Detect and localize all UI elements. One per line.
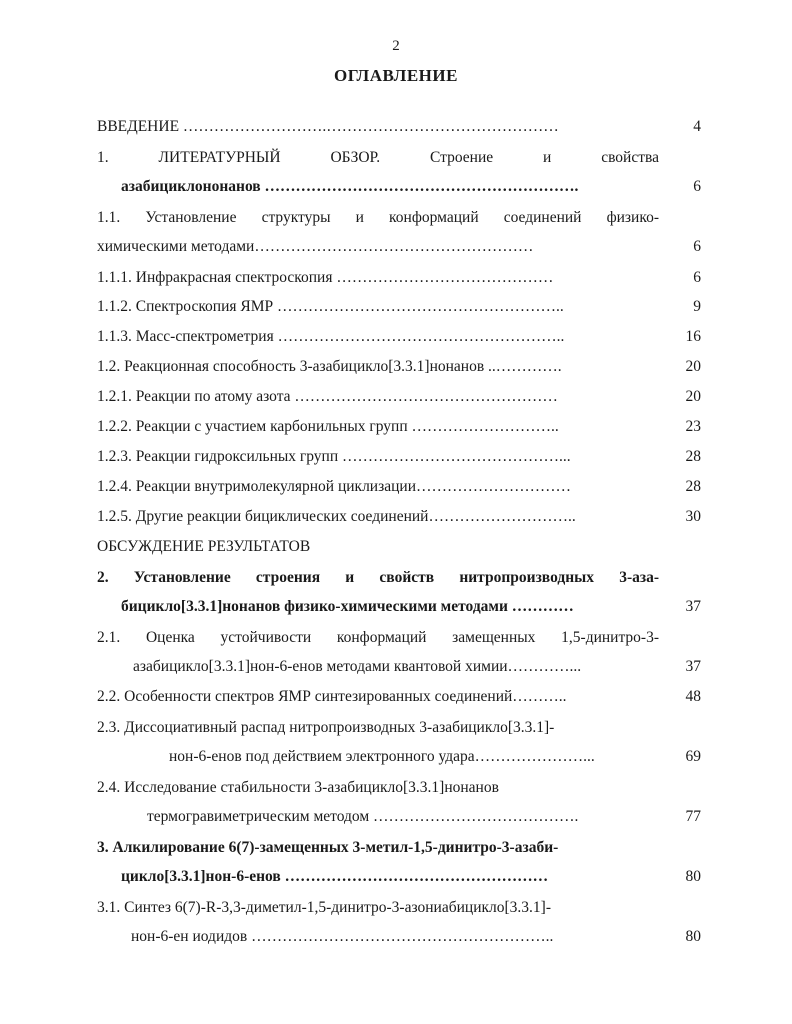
toc-entry-text-cont: термогравиметрическим методом …………………………………. bbox=[147, 808, 579, 825]
toc-entry-text: 2.4. Исследование стабильности 3-азабицикло[3.3.1]нонанов bbox=[97, 779, 499, 796]
toc-entry-text: 1.1.2. Спектроскопия ЯМР ……………………………………………….. bbox=[97, 298, 564, 315]
toc-entry-text-cont: нон-6-ен иодидов ………………………………………………….. bbox=[131, 928, 554, 945]
page-title: ОГЛАВЛЕНИЕ bbox=[334, 66, 458, 85]
toc-entry-text-cont: азабицикло[3.3.1]нон-6-енов методами квантовой химии…………... bbox=[133, 658, 582, 675]
toc-page-number: 20 bbox=[685, 388, 701, 405]
toc-entry-1-1-2[interactable] bbox=[97, 292, 659, 321]
toc-entry-chapter-1[interactable] bbox=[97, 143, 659, 201]
toc-entry-2-4[interactable] bbox=[97, 773, 659, 831]
toc-page-number: 4 bbox=[693, 118, 701, 135]
toc-entry-text: 2.1. Оценка устойчивости конформаций замещенных 1,5-динитро-3- bbox=[97, 629, 659, 646]
toc-entry-text: 1.1.1. Инфракрасная спектроскопия …………………………………… bbox=[97, 269, 554, 286]
toc-page-number: 6 bbox=[693, 269, 701, 286]
toc-page-number: 80 bbox=[685, 868, 701, 885]
toc-entry-1-2-3[interactable] bbox=[97, 442, 659, 471]
toc-entry-1-1-1[interactable] bbox=[97, 263, 659, 292]
toc-entry-text-cont: цикло[3.3.1]нон-6-енов …………………………………………… bbox=[121, 868, 549, 885]
toc-entry-2-2[interactable] bbox=[97, 682, 659, 711]
toc-entry-text: 1.2.1. Реакции по атому азота …………………………………………… bbox=[97, 388, 558, 405]
toc-entry-chapter-2[interactable] bbox=[97, 563, 659, 621]
toc-entry-text-cont: бицикло[3.3.1]нонанов физико-химическими методами ………… bbox=[121, 598, 574, 615]
toc-entry-1-2[interactable] bbox=[97, 352, 659, 381]
toc-page-number: 6 bbox=[693, 238, 701, 255]
toc-entry-2-1[interactable] bbox=[97, 623, 659, 681]
toc-page-number: 28 bbox=[685, 448, 701, 465]
toc-entry-text: 1.2.4. Реакции внутримолекулярной циклизации………………………… bbox=[97, 478, 571, 495]
toc-entry-text: 1.2.2. Реакции с участием карбонильных групп ……………………….. bbox=[97, 418, 559, 435]
toc-entry-text: 2.3. Диссоциативный распад нитропроизводных 3-азабицикло[3.3.1]- bbox=[97, 719, 555, 736]
toc-entry-text-cont: химическими методами……………………………………………… bbox=[97, 238, 534, 255]
toc-page-number: 28 bbox=[685, 478, 701, 495]
toc-entry-text: 2.2. Особенности спектров ЯМР синтезированных соединений……….. bbox=[97, 688, 567, 705]
toc-page-number: 37 bbox=[685, 598, 701, 615]
toc-page-number: 20 bbox=[685, 358, 701, 375]
toc-entry-2-3[interactable] bbox=[97, 713, 659, 771]
toc-entry-1-2-5[interactable] bbox=[97, 502, 659, 531]
toc-page-number: 69 bbox=[685, 748, 701, 765]
toc-page-number: 48 bbox=[685, 688, 701, 705]
toc-entry-introduction[interactable] bbox=[97, 112, 659, 141]
toc-entry-text: 1.1.3. Масс-спектрометрия ……………………………………………….. bbox=[97, 328, 565, 345]
toc-entry-text: 1.2.3. Реакции гидроксильных групп ……………………………………... bbox=[97, 448, 571, 465]
toc-entry-1-2-2[interactable] bbox=[97, 412, 659, 441]
toc-page-number: 23 bbox=[685, 418, 701, 435]
toc-entry-text: 1.1. Установление структуры и конформаций соединений физико- bbox=[97, 209, 659, 226]
toc-entry-1-2-1[interactable] bbox=[97, 382, 659, 411]
toc-entry-1-1[interactable] bbox=[97, 203, 659, 261]
toc-page-number: 30 bbox=[685, 508, 701, 525]
toc-page-number: 37 bbox=[685, 658, 701, 675]
results-heading[interactable]: ОБСУЖДЕНИЕ РЕЗУЛЬТАТОВ bbox=[97, 538, 311, 555]
toc-entry-3-1[interactable] bbox=[97, 893, 659, 951]
toc-entry-1-2-4[interactable] bbox=[97, 472, 659, 501]
toc-entry-text: 1. ЛИТЕРАТУРНЫЙ ОБЗОР. Строение и свойства bbox=[97, 149, 659, 166]
toc-entry-1-1-3[interactable] bbox=[97, 322, 659, 351]
toc-entry-chapter-3[interactable] bbox=[97, 833, 659, 891]
toc-entry-text: 3.1. Синтез 6(7)-R-3,3-диметил-1,5-динитро-3-азониабицикло[3.3.1]- bbox=[97, 899, 551, 916]
toc-entry-text-cont: нон-6-енов под действием электронного удара…………………... bbox=[169, 748, 595, 765]
toc-entry-text: ВВЕДЕНИЕ ……………………….……………………………………… bbox=[97, 118, 559, 135]
toc-entry-text: 3. Алкилирование 6(7)-замещенных 3-метил-1,5-динитро-3-азаби- bbox=[97, 839, 559, 856]
page-number: 2 bbox=[392, 38, 400, 54]
toc-page-number: 80 bbox=[685, 928, 701, 945]
toc-entry-text: 1.2. Реакционная способность 3-азабицикло[3.3.1]нонанов ..…………. bbox=[97, 358, 562, 375]
toc-page-number: 6 bbox=[693, 178, 701, 195]
toc-entry-text-cont: азабициклононанов ……………………………………………………. bbox=[121, 178, 579, 195]
toc-page-number: 9 bbox=[693, 298, 701, 315]
toc-page-number: 77 bbox=[685, 808, 701, 825]
toc-page-number: 16 bbox=[685, 328, 701, 345]
toc-entry-text: 1.2.5. Другие реакции бициклических соединений……………………….. bbox=[97, 508, 576, 525]
toc-entry-text: 2. Установление строения и свойств нитропроизводных 3-аза- bbox=[97, 569, 659, 586]
